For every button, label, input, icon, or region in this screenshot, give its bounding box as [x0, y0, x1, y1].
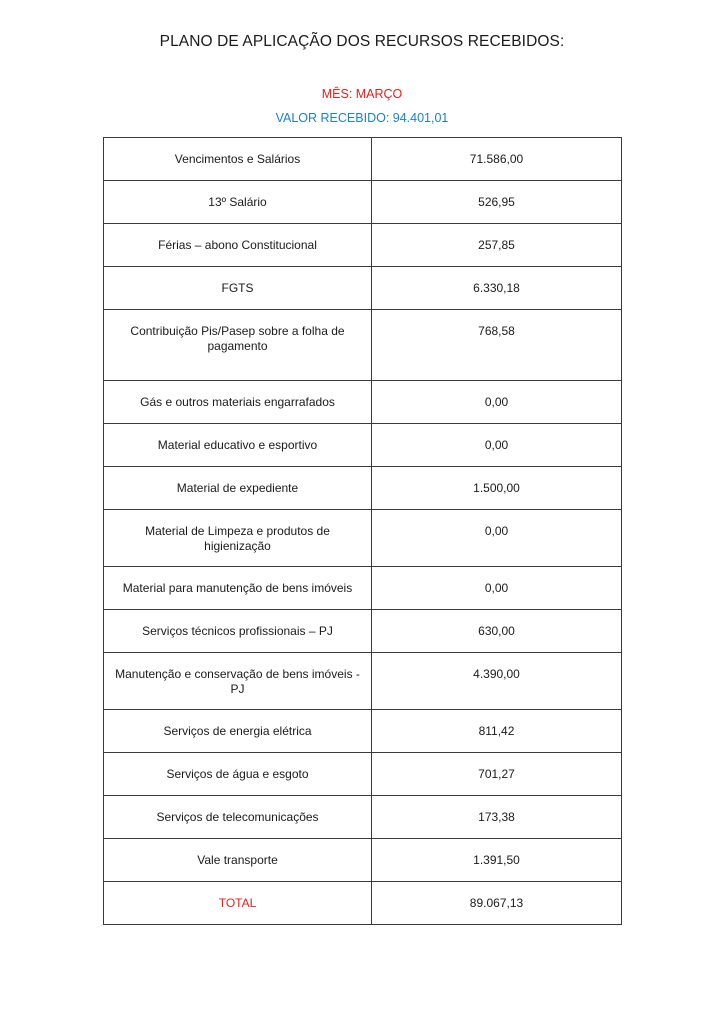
expense-description: 13º Salário — [104, 181, 372, 224]
table-row — [104, 310, 622, 381]
table-row — [104, 753, 622, 796]
table-row — [104, 467, 622, 510]
expense-description: Material para manutenção de bens imóveis — [104, 567, 372, 610]
expense-value: 526,95 — [372, 181, 622, 224]
table-row — [104, 796, 622, 839]
expense-description: Vale transporte — [104, 839, 372, 882]
expense-value: 1.391,50 — [372, 839, 622, 882]
expense-description: Serviços de energia elétrica — [104, 710, 372, 753]
table-row — [104, 653, 622, 710]
table-row — [104, 424, 622, 467]
total-label: TOTAL — [104, 882, 372, 925]
total-row — [104, 882, 622, 925]
expense-value: 6.330,18 — [372, 267, 622, 310]
expense-table — [103, 137, 622, 925]
table-row — [104, 181, 622, 224]
expense-description: Material de Limpeza e produtos de higienização — [104, 510, 372, 567]
table-row — [104, 567, 622, 610]
expense-value: 701,27 — [372, 753, 622, 796]
expense-value: 4.390,00 — [372, 653, 622, 710]
expense-description: Vencimentos e Salários — [104, 138, 372, 181]
expense-value: 630,00 — [372, 610, 622, 653]
total-value: 89.067,13 — [372, 882, 622, 925]
expense-description: Material educativo e esportivo — [104, 424, 372, 467]
expense-description: Férias – abono Constitucional — [104, 224, 372, 267]
table-row — [104, 381, 622, 424]
expense-description: Serviços de água e esgoto — [104, 753, 372, 796]
expense-description: Manutenção e conservação de bens imóveis - PJ — [104, 653, 372, 710]
expense-description: Gás e outros materiais engarrafados — [104, 381, 372, 424]
expense-value: 0,00 — [372, 510, 622, 567]
expense-value: 257,85 — [372, 224, 622, 267]
table-row — [104, 138, 622, 181]
table-row — [104, 510, 622, 567]
expense-description: FGTS — [104, 267, 372, 310]
expense-value: 0,00 — [372, 424, 622, 467]
expense-value: 1.500,00 — [372, 467, 622, 510]
table-row — [104, 839, 622, 882]
table-row — [104, 267, 622, 310]
expense-value: 71.586,00 — [372, 138, 622, 181]
expense-value: 768,58 — [372, 310, 622, 381]
expense-value: 173,38 — [372, 796, 622, 839]
table-row — [104, 610, 622, 653]
table-row — [104, 224, 622, 267]
table-row — [104, 710, 622, 753]
month-label: MÊS: MARÇO — [321, 87, 403, 101]
expense-description: Contribuição Pis/Pasep sobre a folha de pagamento — [104, 310, 372, 381]
expense-description: Serviços técnicos profissionais – PJ — [104, 610, 372, 653]
expense-value: 811,42 — [372, 710, 622, 753]
expense-value: 0,00 — [372, 381, 622, 424]
expense-description: Serviços de telecomunicações — [104, 796, 372, 839]
expense-description: Material de expediente — [104, 467, 372, 510]
expense-value: 0,00 — [372, 567, 622, 610]
received-amount-label: VALOR RECEBIDO: 94.401,01 — [275, 111, 449, 125]
document-title: PLANO DE APLICAÇÃO DOS RECURSOS RECEBIDOS: — [159, 33, 565, 50]
